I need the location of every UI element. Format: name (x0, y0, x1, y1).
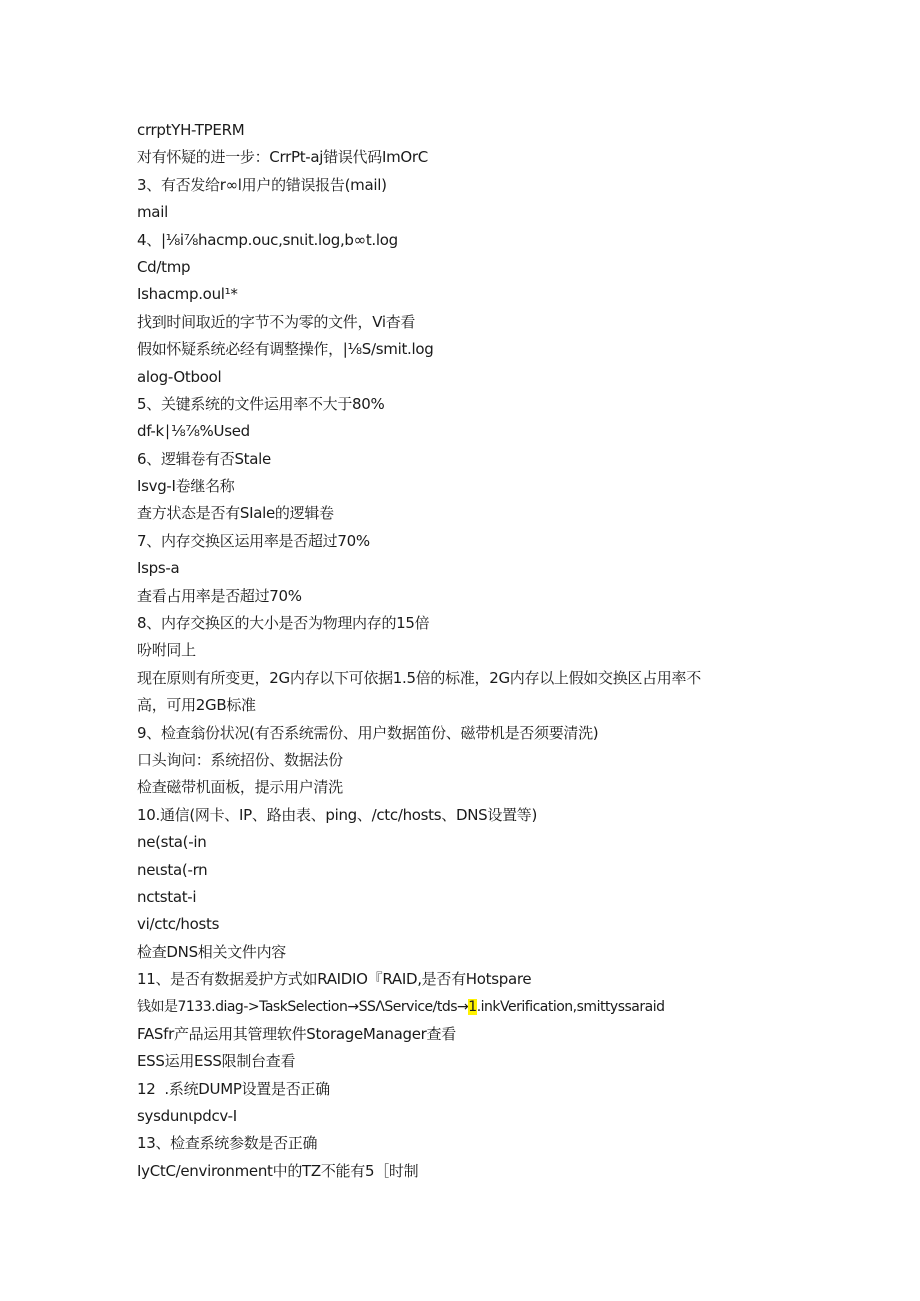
text-line-9: 假如怀疑系统必经有调整操作，|⅛S∕smit.log (137, 340, 434, 359)
text-line-38: 13、检查系统参数是否正确 (137, 1134, 318, 1153)
text-line-4: mail (137, 203, 168, 222)
text-line-31: 检查DNS相关文件内容 (137, 942, 286, 961)
text-line-36: 12 .系统DUMP设置是否正确 (137, 1079, 330, 1098)
text-line-18: 查看占用率是否超过70% (137, 586, 302, 605)
text-line-22: 高，可用2GB标准 (137, 696, 256, 715)
text-line-8: 找到时间取近的字节不为零的文件，Vi杳看 (137, 312, 416, 331)
text-line-24: 口头询问：系统招份、数据法份 (137, 750, 343, 769)
text-line-17: Isps-a (137, 559, 180, 578)
text-line-15: 查方状态是否有SIale的逻辑卷 (137, 504, 334, 523)
text-line-39: IyCtC/environment中的TZ不能有5［时制 (137, 1161, 419, 1180)
document-body (137, 117, 797, 1185)
highlighted-text: 1 (468, 998, 477, 1015)
text-line-13: 6、逻辑卷有否Stale (137, 449, 271, 468)
text-line-5: 4、|⅛i⅞hacmp.ouc,snιit.log,b∞t.log (137, 230, 398, 249)
text-line-10: alog-Otbool (137, 367, 222, 386)
text-line-33-before: 钱如是7133.diag->TaskSelection→SSΛService∕tds→ (137, 998, 469, 1015)
text-line-37: sysdunιpdcv-I (137, 1107, 237, 1126)
text-line-25: 检查磁带机面板，提示用户清洗 (137, 778, 343, 797)
text-line-33 (137, 994, 797, 1021)
text-line-33-after: .inkVerification,smittyssaraid (476, 998, 665, 1015)
text-line-11: 5、关键系统的文件运用率不大于80% (137, 394, 385, 413)
text-line-14: Isvg-I卷继名称 (137, 477, 235, 496)
text-line-2: 对有怀疑的进一步：CrrPt-aj错误代码ImOrC (137, 148, 428, 167)
text-line-7: Ishacmp.oul¹* (137, 285, 238, 304)
text-line-26: 10.通信(网卡、IP、路由表、ping、/ctc/hosts、DNS设置等) (137, 805, 538, 824)
text-line-34: FASfr产品运用其管理软件StorageManager查看 (137, 1024, 456, 1043)
text-line-1: crrptYH-TPERM (137, 121, 245, 139)
text-line-32: 11、是否有数据爰护方式如RAIDIO『RAID,是否有Hotspare (137, 970, 532, 989)
text-line-21: 现在原则有所变更，2G内存以下可依据1.5倍的标准，2G内存以上假如交换区占用率不 (137, 668, 701, 687)
text-line-19: 8、内存交换区的大小是否为物理内存的15倍 (137, 614, 430, 633)
text-line-6: Cd/tmp (137, 257, 191, 276)
text-line-3: 3、有否发给r∞l用户的错误报告(mail) (137, 175, 387, 194)
text-line-20: 吩咐同上 (137, 641, 196, 660)
text-line-12: df-k∣⅛⅞%Used (137, 422, 250, 441)
text-line-29: nctstat-i (137, 887, 197, 906)
text-line-16: 7、内存交换区运用率是否超过70% (137, 531, 370, 550)
text-line-23: 9、检查翁份状况(有否系统需份、用户数据笛份、磁带机是否须要清洗) (137, 723, 599, 742)
text-line-35: ESS运用ESS限制台查看 (137, 1052, 296, 1071)
text-line-27: ne(sta(-in (137, 833, 207, 852)
text-line-28: neιsta(-rn (137, 860, 208, 879)
text-line-30: vi∕ctc∕hosts (137, 915, 220, 934)
